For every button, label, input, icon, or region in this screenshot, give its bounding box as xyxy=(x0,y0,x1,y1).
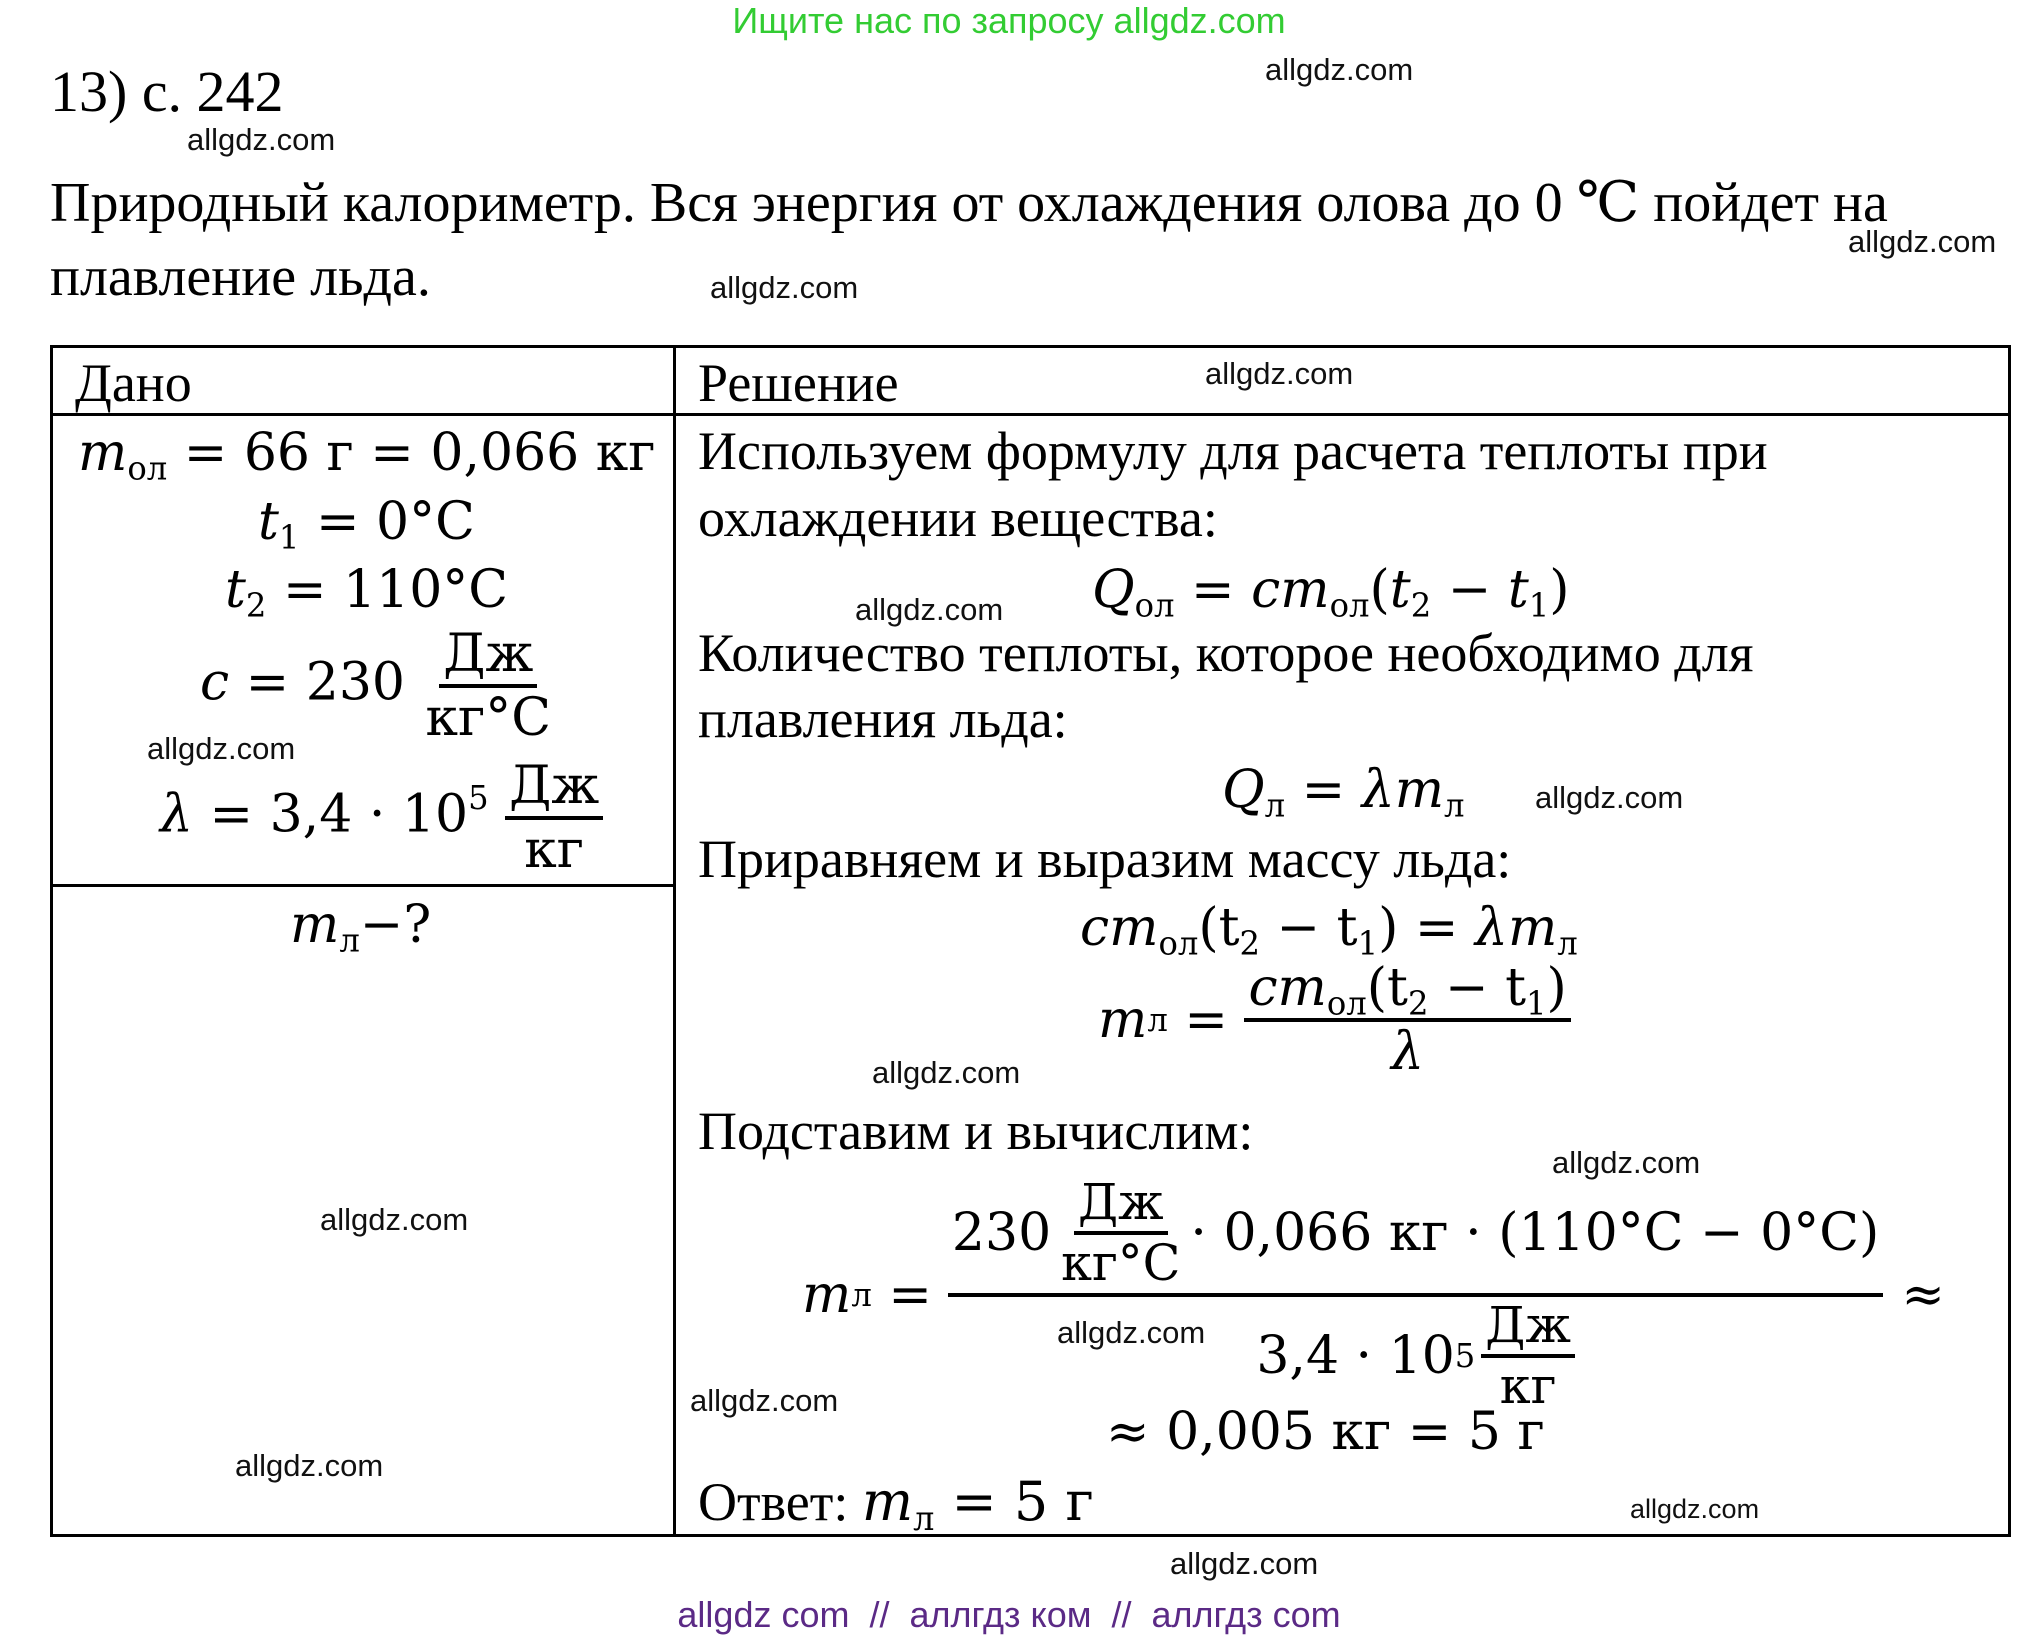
substitution-fraction: 230 $\frac{Дж}{кг^\circ C}$ · 0,066 кг · (110°C − 0°C) 3,4 · 10 5 $\frac{Дж}{кг}$ xyxy=(948,1178,1883,1412)
watermark: allgdz.com xyxy=(1057,1315,1206,1350)
watermark: allgdz.com xyxy=(320,1202,469,1237)
solution-text-2a: Количество теплоты, которое необходимо для xyxy=(698,623,1754,683)
solution-text-4: Подставим и вычислим: xyxy=(698,1101,1254,1161)
watermark: allgdz.com xyxy=(1265,52,1414,87)
given-m-ol: $m_{ол} = 66$ г = 0,066 кг xyxy=(78,423,656,488)
intro-line-1: Природный калориметр. Вся энергия от охлаждения олова до 0 ℃ пойдет на xyxy=(50,172,1888,234)
watermark: allgdz.com xyxy=(1552,1145,1701,1180)
watermark: allgdz.com xyxy=(1205,356,1354,391)
solution-text-1b: охлаждении вещества: xyxy=(698,488,1218,548)
given-find-divider xyxy=(50,884,675,887)
formula-equate: $cm_{ол}(t_2 - t_1) = \lambda m_л$ xyxy=(1080,898,1578,963)
formula-result: ≈ 0,005 кг = 5 г xyxy=(1106,1402,1545,1462)
given-c-unit: $\frac{Дж}{кг^\circ C}$ xyxy=(425,624,552,748)
task-number: 13) с. 242 xyxy=(50,59,284,124)
watermark: allgdz.com xyxy=(1848,224,1997,259)
given-c: c = 230 $\frac{Дж}{кг^\circ C}$ xyxy=(200,628,555,744)
footer-link-allgdz[interactable]: allgdz com xyxy=(677,1594,850,1635)
watermark: allgdz.com xyxy=(1170,1546,1319,1581)
watermark: allgdz.com xyxy=(235,1448,384,1483)
table-border-right xyxy=(2008,345,2011,1537)
watermark: allgdz.com xyxy=(855,592,1004,627)
watermark: allgdz.com xyxy=(1630,1494,1760,1524)
given-lambda: $\lambda = 3,4 \cdot 10^5$ $\frac{Дж}{кг}$ xyxy=(160,760,603,876)
intro-line-2: плавление льда. xyxy=(50,246,431,308)
footer-links: allgdz com // аллгдз ком // аллгдз com xyxy=(677,1594,1341,1635)
header-solution: Решение xyxy=(698,353,899,413)
formula-q-l: $Q_л = \lambda m_л$ xyxy=(1222,760,1465,825)
mass-fraction: $\frac{cm_{ол}(t_2 - t_1)}{\lambda}$ xyxy=(1244,962,1570,1078)
watermark: allgdz.com xyxy=(872,1055,1021,1090)
formula-q-ol: $Q_{ол} = cm_{ол}(t_2 - t_1)$ xyxy=(1092,560,1570,625)
table-border-top xyxy=(50,345,2010,348)
watermark: allgdz.com xyxy=(187,122,336,157)
footer-link-allgdz-mixed[interactable]: аллгдз com xyxy=(1151,1594,1341,1635)
formula-mass-expression: m л = $\frac{cm_{ол}(t_2 - t_1)}{\lambda}$ xyxy=(1098,962,1571,1078)
solution-text-3: Приравняем и выразим массу льда: xyxy=(698,829,1512,889)
table-column-divider xyxy=(673,345,676,1537)
answer: Ответ: $m_л = 5$ г xyxy=(698,1470,1094,1539)
solution-text-2b: плавления льда: xyxy=(698,689,1068,749)
header-given: Дано xyxy=(75,353,192,413)
footer-link-allgdz-cyr[interactable]: аллгдз ком xyxy=(909,1594,1092,1635)
watermark: allgdz.com xyxy=(690,1383,839,1418)
formula-substitution: m л = 230 $\frac{Дж}{кг^\circ C}$ · 0,066 кг · (110°C − 0°C) 3,4 · 10 5 $\frac{Дж}{кг}$ ≈ xyxy=(802,1173,1945,1416)
watermark: allgdz.com xyxy=(1535,780,1684,815)
given-t1: $t_1 = 0^\circ C$ xyxy=(258,492,475,557)
top-banner[interactable]: Ищите нас по запросу allgdz.com xyxy=(732,0,1286,41)
solution-text-1a: Используем формулу для расчета теплоты при xyxy=(698,421,1768,481)
table-border-bottom xyxy=(50,1534,2010,1537)
watermark: allgdz.com xyxy=(710,270,859,305)
watermark: allgdz.com xyxy=(147,731,296,766)
given-find: $m_л-$? xyxy=(290,895,432,960)
table-header-divider xyxy=(50,413,2010,416)
given-lambda-unit: $\frac{Дж}{кг}$ xyxy=(505,760,603,876)
given-t2: $t_2 = 110^\circ C$ xyxy=(225,560,509,625)
table-border-left xyxy=(50,345,53,1537)
